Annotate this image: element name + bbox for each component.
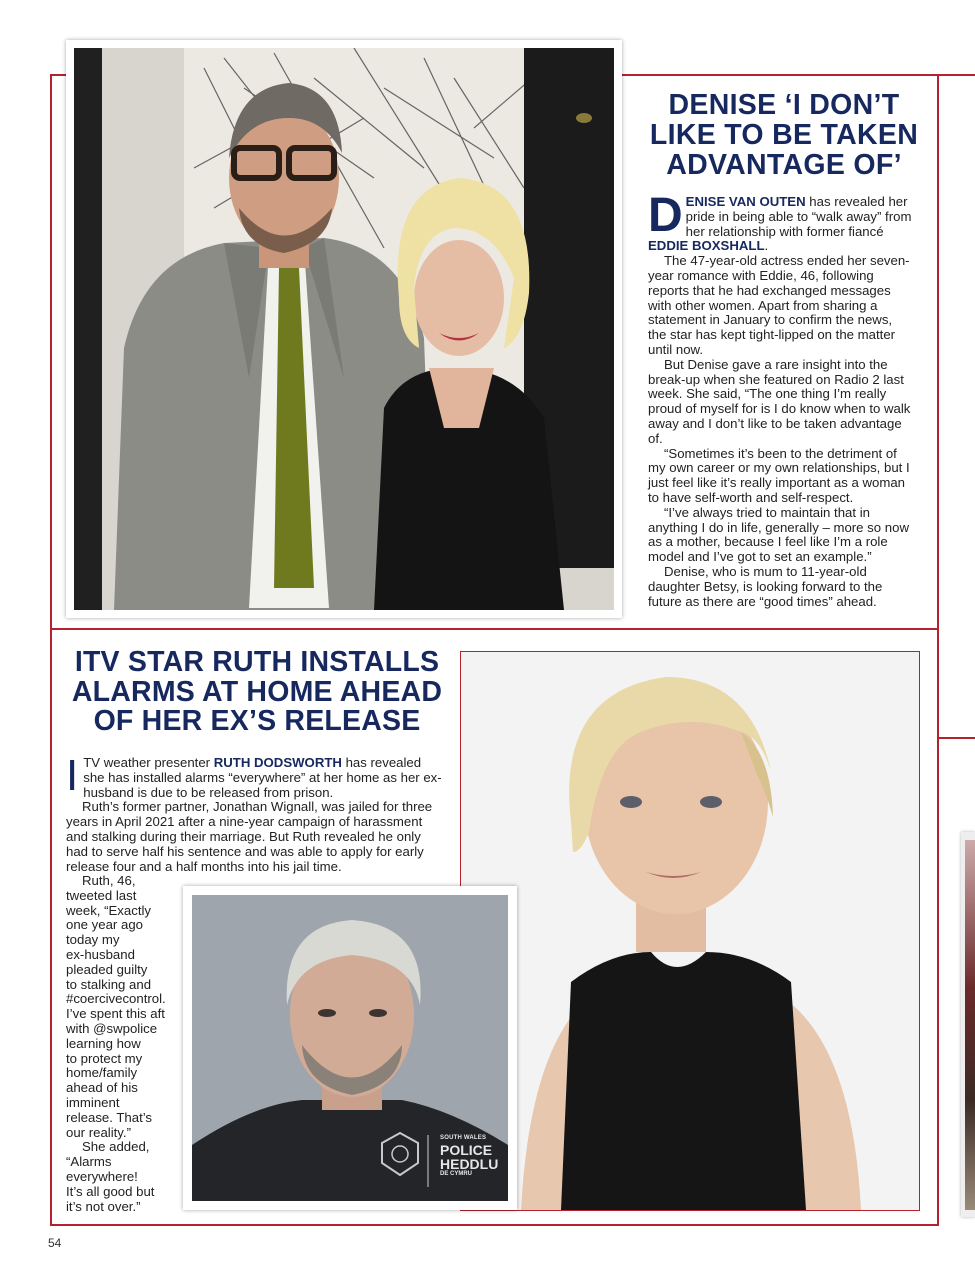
story1-headline — [638, 90, 930, 180]
ruth-photo-frame — [460, 651, 920, 1211]
couple-photo-frame — [66, 40, 622, 618]
couple-photo — [74, 48, 614, 610]
narrow-line: today my — [66, 932, 120, 948]
story1-lead-paragraph — [648, 189, 912, 254]
police-badge-line-4: DE CYMRU — [440, 1171, 473, 1177]
frame-right-rule — [937, 74, 939, 1226]
story1-paragraph: “I’ve always tried to maintain that in anything I do in life, generally – more so now as a mother, because I feel like I’m a role model and I’ve got to set an example.” — [648, 504, 909, 565]
frame-top-rule — [622, 74, 975, 76]
story1-paragraph: Denise, who is mum to 11-year-old daughter Betsy, is looking forward to the future as there are “good times” ahead. — [648, 563, 883, 609]
police-badge-line-3: HEDDLU — [440, 1156, 499, 1172]
narrow-line: everywhere! — [66, 1168, 138, 1184]
narrow-line: It’s all good but — [66, 1183, 155, 1199]
narrow-line: one year ago — [66, 917, 143, 933]
mugshot-photo-frame — [183, 886, 517, 1210]
page-number: 54 — [48, 1236, 62, 1250]
story1-paragraph: The 47-year-old actress ended her seven-year romance with Eddie, 46, following reports that he had exchanged messages with other women. Apart from sharing a statement in January to confirm the news, the star has kept tight-lipped on the matter until now. — [648, 253, 910, 357]
narrow-line: I’ve spent this aft — [66, 1006, 165, 1022]
story1-paragraph: “Sometimes it’s been to the detriment of my own career or my own relationships, but I just feel like it’s really important as a woman to have self-worth and self-respect. — [648, 445, 910, 505]
story1-paragraph: But Denise gave a rare insight into the break-up when she featured on Radio 2 last week. She said, “The one thing I’m really proud of myself for is I do know when to walk away and I don’t like to be taken advantage of. — [648, 356, 911, 446]
adjacent-page-sliver — [961, 832, 975, 1217]
section-divider — [50, 628, 939, 630]
story1-headline-line: DENISE ‘I DON’T — [668, 89, 900, 121]
story1-headline-line: LIKE TO BE TAKEN — [649, 119, 919, 151]
mugshot-photo — [192, 895, 508, 1201]
story2-lead-text: TV weather presenter — [83, 755, 214, 770]
story1-name-denise: ENISE VAN OUTEN — [685, 194, 806, 209]
story1-headline-line: ADVANTAGE OF’ — [666, 149, 902, 181]
narrow-line: home/family — [66, 1065, 138, 1081]
police-badge-line-2: POLICE — [440, 1142, 493, 1158]
narrow-line: with @swpolice — [66, 1020, 158, 1036]
narrow-line: to stalking and — [66, 976, 152, 992]
narrow-line: learning how — [66, 1035, 141, 1051]
police-badge-line-1: SOUTH WALES — [440, 1135, 487, 1141]
story1-lead-end: . — [764, 238, 769, 254]
narrow-line: Ruth, 46, — [82, 873, 136, 888]
story1-body — [648, 189, 912, 609]
narrow-line: release. That’s — [66, 1109, 153, 1125]
story1-dropcap: D — [648, 189, 683, 242]
police-badge-text — [440, 1135, 498, 1177]
story2-headline-line: ALARMS AT HOME AHEAD — [71, 675, 443, 708]
story2-headline-line: ITV STAR RUTH INSTALLS — [74, 646, 440, 678]
ruth-photo — [461, 652, 919, 1210]
story2-lead-text-end: has revealed she has installed alarms “everywhere” at her home as her ex-husband is due to be released from prison. — [83, 755, 442, 800]
story2-body — [66, 751, 446, 874]
story2-headline-line: OF HER EX’S RELEASE — [93, 705, 421, 737]
narrow-line: it’s not over.” — [66, 1198, 141, 1214]
narrow-line: to protect my — [66, 1050, 143, 1066]
outer-right-stub — [939, 737, 975, 739]
narrow-line: week, “Exactly — [66, 902, 152, 918]
narrow-line: tweeted last — [66, 887, 137, 903]
narrow-line: pleaded guilty — [66, 961, 148, 977]
story1-lead-text: has revealed her pride in being able to “walk away” from her relationship with former fiancé — [685, 194, 912, 239]
narrow-line: #coercivecontrol. — [66, 991, 166, 1007]
frame-left-rule — [50, 74, 52, 1226]
narrow-line: “Alarms — [66, 1154, 112, 1170]
story1-name-eddie: EDDIE BOXSHALL — [648, 238, 765, 254]
narrow-line: imminent — [66, 1094, 120, 1110]
narrow-line: our reality.” — [66, 1124, 131, 1140]
frame-bottom-rule — [50, 1224, 939, 1226]
story2-paragraph: Ruth’s former partner, Jonathan Wignall, was jailed for three years in April 2021 after a nine-year campaign of harassment and stalking during their marriage. But Ruth revealed he only had to serve half his sentence and was able to apply for early release four and a half months into his jail time. — [66, 799, 433, 874]
narrow-line: ahead of his — [66, 1080, 138, 1096]
story2-dropcap: I — [66, 751, 79, 800]
narrow-line: She added, — [82, 1139, 150, 1155]
narrow-line: ex-husband — [66, 946, 135, 962]
story2-lead-paragraph — [66, 751, 446, 800]
story2-narrow-column — [66, 874, 176, 1214]
story2-name-ruth: RUTH DODSWORTH — [213, 755, 342, 770]
story2-headline — [58, 648, 456, 737]
